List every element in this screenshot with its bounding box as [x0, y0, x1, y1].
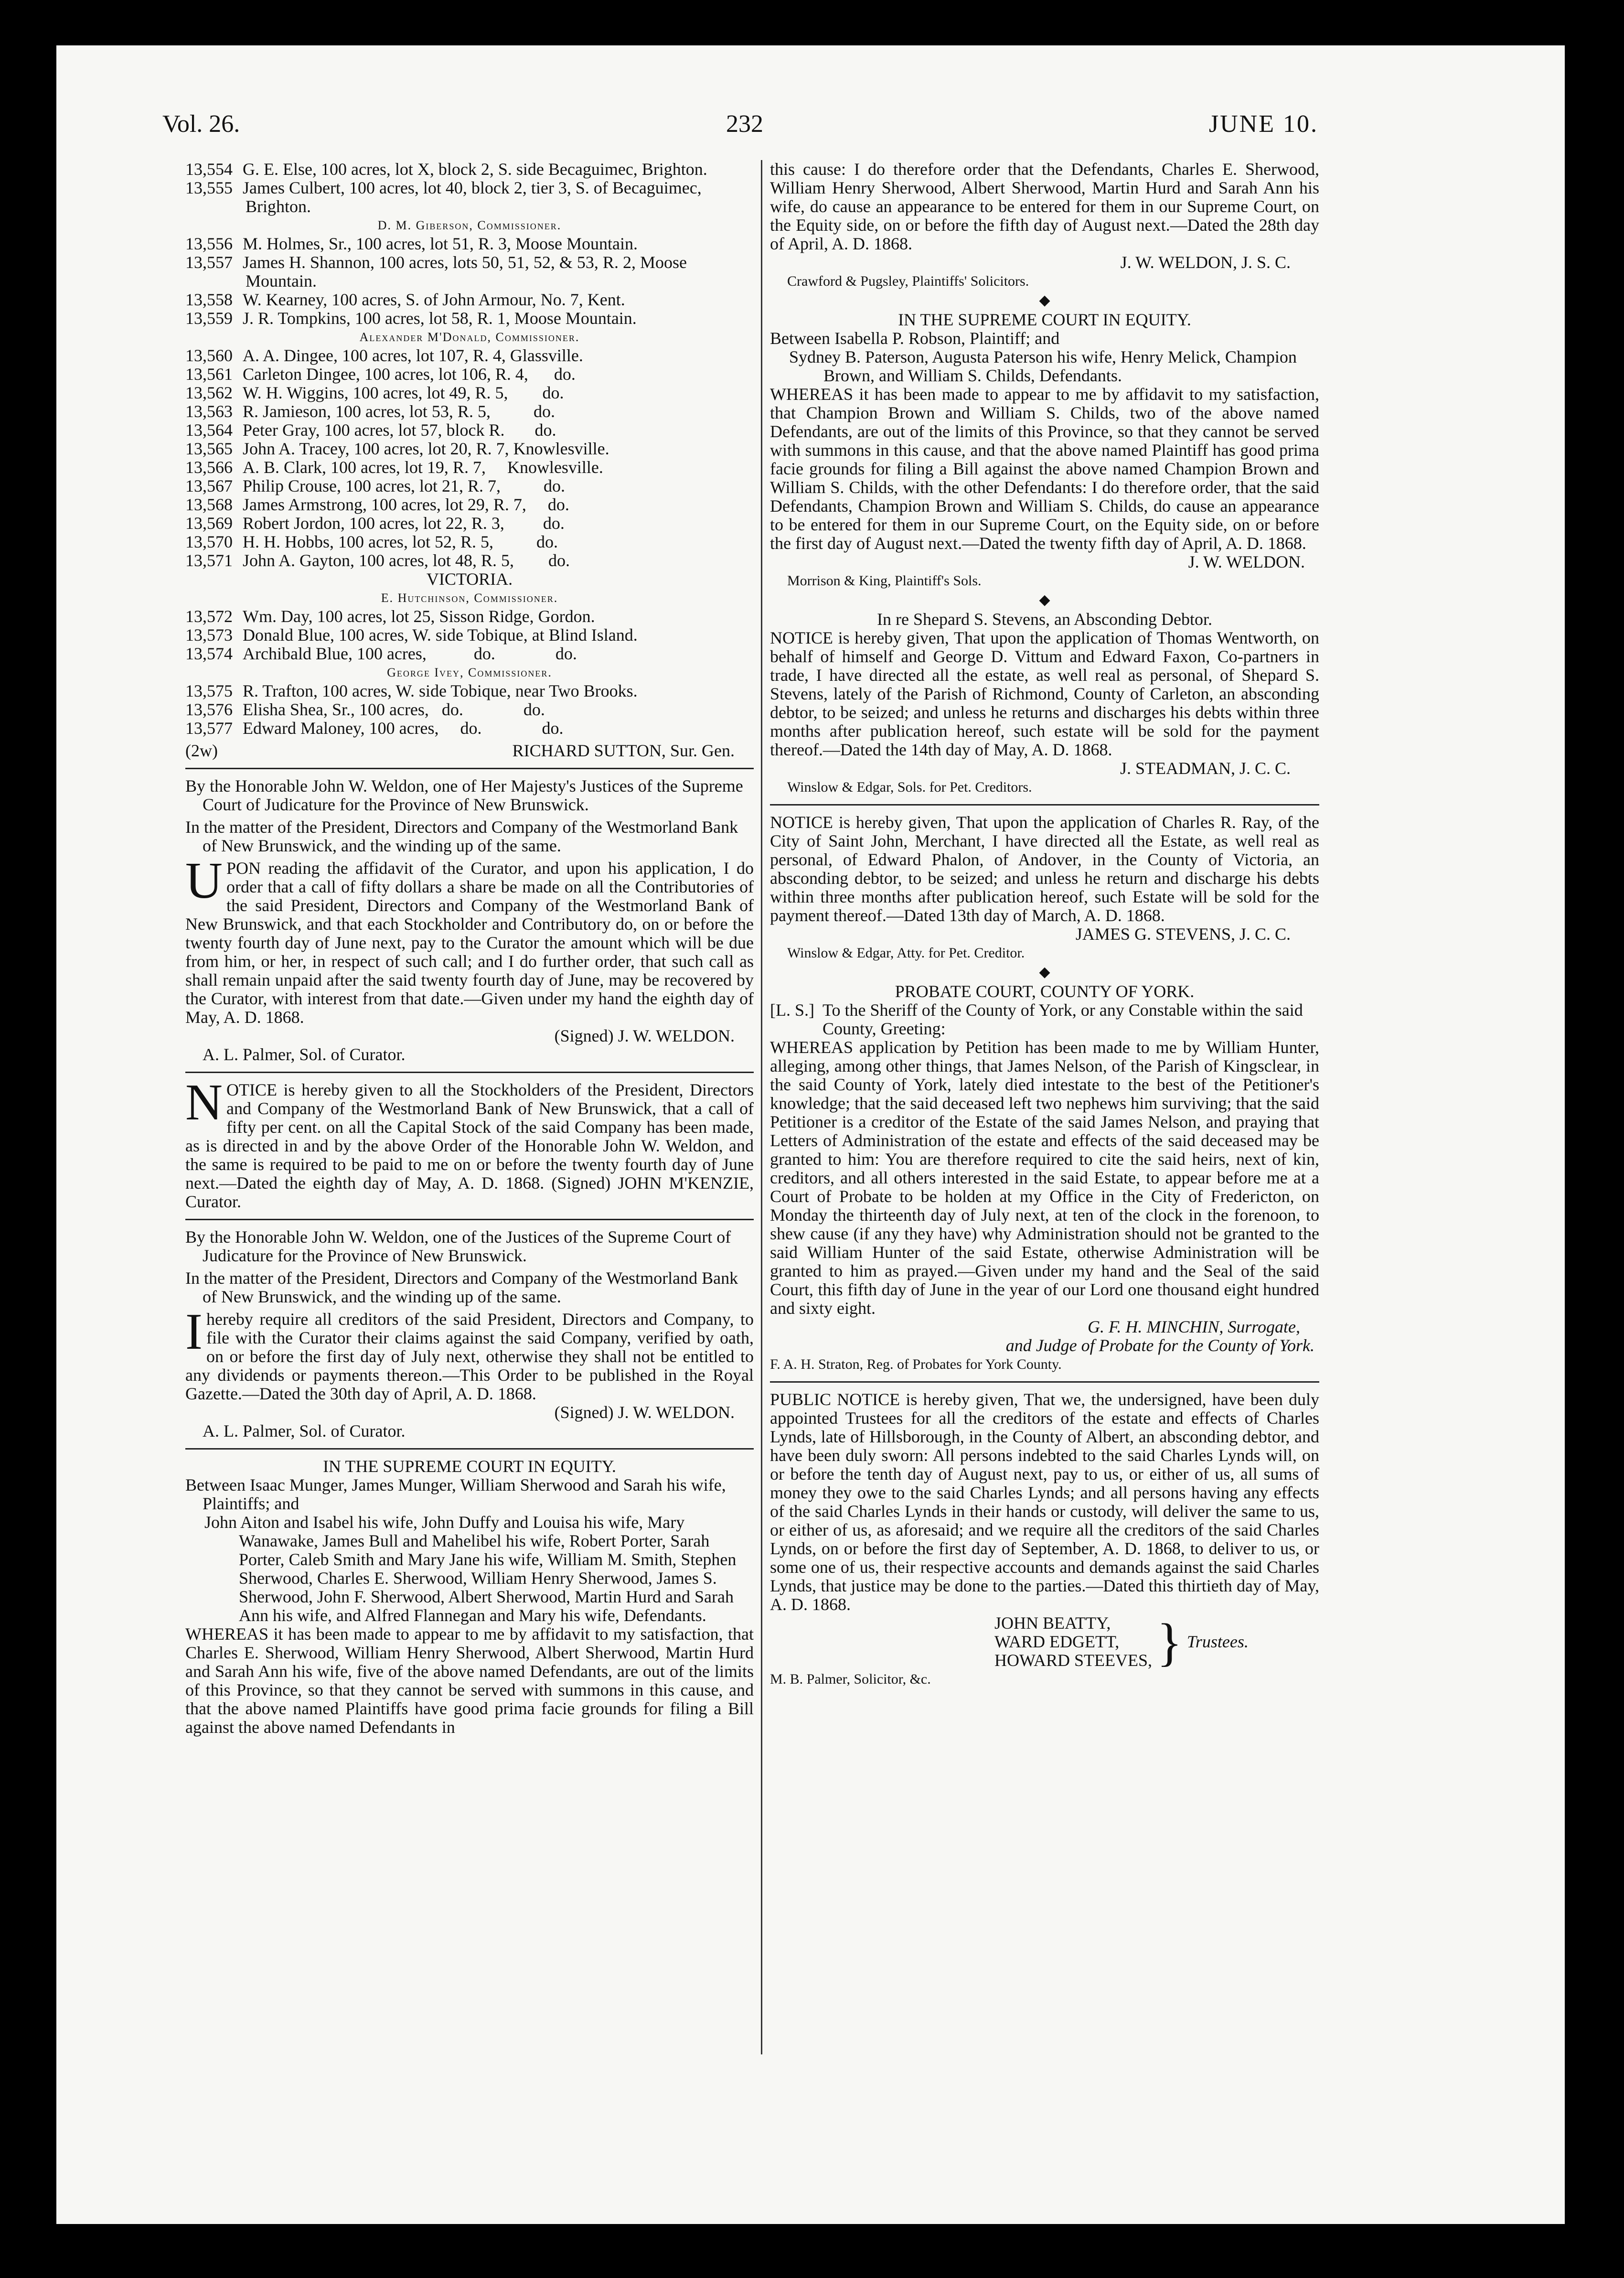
grant-description: Carleton Dingee, 100 acres, lot 106, R. 4, do. — [243, 365, 576, 384]
court-notice-intro: By the Honorable John W. Weldon, one of Her Majesty's Justices of the Supreme Court of Judicature for the Province of New Brunswick. — [185, 776, 743, 814]
section-rule — [770, 1381, 1319, 1383]
equity-plaintiffs: Between Isaac Munger, James Munger, William Sherwood and Sarah his wife, Plaintiffs; and — [185, 1475, 726, 1513]
land-grant-list — [185, 682, 754, 738]
judge-signature: J. W. WELDON, J. S. C. — [1120, 253, 1291, 272]
drop-cap: N — [185, 1074, 223, 1131]
grant-number: 13,573 — [185, 625, 233, 645]
land-grant-entry — [185, 626, 754, 645]
land-grant-entry — [185, 495, 754, 514]
grant-number: 13,559 — [185, 309, 233, 328]
grant-number: 13,555 — [185, 178, 233, 197]
signature: (Signed) J. W. WELDON. — [554, 1026, 735, 1045]
grant-description: M. Holmes, Sr., 100 acres, lot 51, R. 3, Moose Mountain. — [243, 234, 638, 253]
grant-description: A. A. Dingee, 100 acres, lot 107, R. 4, Glassville. — [243, 346, 583, 365]
grant-number: 13,558 — [185, 290, 233, 309]
surrogate-signature: G. F. H. MINCHIN, Surrogate, — [1087, 1317, 1300, 1336]
land-grant-entry — [185, 384, 754, 402]
land-grant-entry — [185, 365, 754, 384]
trustee-name: WARD EDGETT, — [994, 1632, 1120, 1651]
left-column — [185, 160, 754, 1737]
grant-number: 13,568 — [185, 495, 233, 514]
solicitor-line: Winslow & Edgar, Sols. for Pet. Creditors. — [787, 779, 1032, 795]
grant-number: 13,561 — [185, 365, 233, 384]
land-grant-list — [185, 160, 754, 216]
grant-number: 13,570 — [185, 532, 233, 551]
grant-number: 13,565 — [185, 439, 233, 458]
volume-label: Vol. 26. — [162, 110, 240, 138]
probate-body: WHEREAS application by Petition has been made to me by William Hunter, alleging, among other things, that James Nelson, of the Parish of Kingsclear, in the said County of York, lately died intestate to the best of the Petitioner's knowledge; that the said deceased left two nephews him surviving; that the said Petitioner is a creditor of the Estate of the said James Nelson, and praying that Letters of Administration of the estate and effects of the said deceased may be granted to him: You are therefore required to cite the said heirs, next of kin, creditors, and all others interested in the said Estate, to appear before me at a Court of Probate to be holden at my Office in the City of Fredericton, on Monday the thirteenth day of July next, at ten of the clock in the forenoon, to shew cause (if any they have) why Administration should not be granted to the said William Hunter of the said Estate, otherwise Administration will be granted to him as prayed.—Given under my hand and the Seal of the said Court, this fifth day of June in the year of our Lord one thousand eight hundred and sixty eight. — [770, 1038, 1319, 1318]
grant-number: 13,577 — [185, 719, 233, 738]
judge-signature: J. W. WELDON. — [1188, 552, 1305, 571]
land-grant-entry — [185, 421, 754, 440]
grant-description: Donald Blue, 100 acres, W. side Tobique, at Blind Island. — [243, 625, 638, 645]
court-order-body: UPON reading the affidavit of the Curator, and upon his application, I do order that a call of fifty dollars a share be made on all the Contributories of the said President, Directors and Company of the Westmorland Bank of New Brunswick, and that each Stockholder and Contributory do, on or before the twenty fourth day of June next, pay to the Curator the amount which will be due from him, or her, in respect of such call; and I do further order, that such call as shall remain unpaid after the said twenty fourth day of June, may be recovered by the Curator, with interest from that date.—Given under my hand the eighth day of May, A. D. 1868. — [185, 852, 754, 1027]
absconding-notice: NOTICE is hereby given, That upon the application of Charles R. Ray, of the City of Saint John, Merchant, I have directed all the Estate, as well real as personal, of Edward Phalon, of Andover, in the County of Victoria, an absconding debtor, to be seized; and unless he return and discharge his debts within three months after publication hereof, such Estate will be sold for the payment thereof.—Dated 13th day of March, A. D. 1868. — [770, 813, 1319, 925]
court-notice-intro: By the Honorable John W. Weldon, one of the Justices of the Supreme Court of Judicature for the Province of New Brunswick. — [185, 1227, 731, 1265]
land-grant-entry — [185, 533, 754, 551]
section-rule — [185, 1219, 754, 1220]
equity-body: WHEREAS it has been made to appear to me by affidavit to my satisfaction, that Charles E. Sherwood, William Henry Sherwood, Albert Sherwood, Martin Hurd and Sarah Ann his wife, five of the above named Defendants, are out of the limits of this Province, so that they cannot be served with summons in this cause, and that the above named Plaintiffs have good prima facie grounds for filing a Bill against the above named Defendants in — [185, 1624, 754, 1737]
grant-number: 13,554 — [185, 160, 233, 179]
solicitor-line: Morrison & King, Plaintiff's Sols. — [787, 573, 982, 589]
grant-number: 13,572 — [185, 607, 233, 626]
grant-description: Elisha Shea, Sr., 100 acres, do. do. — [243, 700, 545, 719]
land-grant-entry — [185, 253, 754, 290]
land-grant-entry — [185, 402, 754, 421]
absconding-heading: In re Shepard S. Stevens, an Absconding Debtor. — [877, 610, 1212, 629]
grant-description: H. H. Hobbs, 100 acres, lot 52, R. 5, do. — [243, 532, 558, 551]
equity-body-continued: this cause: I do therefore order that the Defendants, Charles E. Sherwood, William Henry Sherwood, Albert Sherwood, Martin Hurd and Sarah Ann his wife, do cause an appearance to be entered for them in our Supreme Court, on the Equity side, on or before the fifth day of August next.—Dated the 28th day of April, A. D. 1868. — [770, 160, 1319, 253]
grant-description: John A. Tracey, 100 acres, lot 20, R. 7, Knowlesville. — [243, 439, 609, 458]
land-grant-entry — [185, 682, 754, 700]
grant-description: A. B. Clark, 100 acres, lot 19, R. 7, Knowlesville. — [243, 458, 603, 477]
grant-description: R. Trafton, 100 acres, W. side Tobique, near Two Brooks. — [243, 681, 638, 700]
trustees-notice: PUBLIC NOTICE is hereby given, That we, the undersigned, have been duly appointed Trustees for all the creditors of the estate and effects of Charles Lynds, late of Hillsborough, in the County of Albert, an absconding debtor, and have been duly sworn: All persons indebted to the said Charles Lynds will, on or before the tenth day of August next, pay to us, or either of us, all sums of money they owe to the said Charles Lynds; and all persons having any effects of the said Charles Lynds in their hands or custody, will deliver the same to us, or either of us, as aforesaid; and we require all the creditors of the said Charles Lynds, on or before the first day of September, A. D. 1868, to deliver to us, or some one of us, their respective accounts and demands against the said Charles Lynds, that justice may be done to the parties.—Dated this thirtieth day of May, A. D. 1868. — [770, 1390, 1319, 1614]
land-grant-entry — [185, 179, 754, 216]
grant-description: G. E. Else, 100 acres, lot X, block 2, S. side Becaguimec, Brighton. — [243, 160, 707, 179]
surveyor-name: RICHARD SUTTON, Sur. Gen. — [512, 741, 735, 760]
grant-number: 13,564 — [185, 420, 233, 440]
trustees-label: Trustees. — [1186, 1632, 1249, 1651]
solicitor-line: A. L. Palmer, Sol. of Curator. — [203, 1421, 406, 1440]
section-rule — [185, 1448, 754, 1450]
stockholder-notice: NOTICE is hereby given to all the Stockholders of the President, Directors and Company of the Westmorland Bank of New Brunswick, that a call of fifty per cent. on all the Capital Stock of the said Company has been made, as is directed in and by the above Order of the Honorable John W. Weldon, and the same is required to be paid to me on or before the twenty fourth day of June next.—Dated the eighth day of May, A. D. 1868. (Signed) JOHN M'KENZIE, Curator. — [185, 1074, 754, 1211]
grant-number: 13,566 — [185, 458, 233, 477]
court-notice-matter: In the matter of the President, Directors and Company of the Westmorland Bank of New Brunswick, and the winding up of the same. — [185, 817, 738, 855]
grant-number: 13,557 — [185, 253, 233, 272]
land-grant-entry — [185, 160, 754, 179]
section-rule — [185, 1072, 754, 1073]
equity-body: WHEREAS it has been made to appear to me by affidavit to my satisfaction, that Champion Brown and William S. Childs, two of the above named Defendants, are out of the limits of this Province, so that they cannot be served with summons in this cause, and that the above named Plaintiff has good prima facie grounds for filing a Bill against the above named Champion Brown and William S. Childs, with the other Defendants: I do therefore order, that the said Defendants, Champion Brown and William S. Childs, do cause an appearance to be entered for them in our Supreme Court, on the Equity side, on or before the first day of August next.—Dated the twenty fifth day of April, A. D. 1868. — [770, 385, 1319, 553]
grant-description: R. Jamieson, 100 acres, lot 53, R. 5, do. — [243, 402, 555, 421]
grant-description: James Culbert, 100 acres, lot 40, block 2, tier 3, S. of Becaguimec, Brighton. — [243, 178, 706, 216]
issue-date: JUNE 10. — [1208, 110, 1318, 138]
land-grant-entry — [185, 645, 754, 663]
grant-description: Philip Crouse, 100 acres, lot 21, R. 7, do. — [243, 476, 565, 495]
grant-number: 13,567 — [185, 476, 233, 495]
county-heading: VICTORIA. — [426, 570, 513, 589]
surrogate-title: and Judge of Probate for the County of York. — [1005, 1336, 1314, 1355]
surveyor-signature — [185, 741, 754, 760]
section-rule — [185, 768, 754, 769]
brace-glyph: } — [1157, 1612, 1182, 1671]
grant-description: Robert Jordon, 100 acres, lot 22, R. 3, do. — [243, 514, 565, 533]
grant-description: James Armstrong, 100 acres, lot 29, R. 7, do. — [243, 495, 569, 514]
grant-description: Archibald Blue, 100 acres, do. do. — [243, 644, 577, 663]
grant-description: Peter Gray, 100 acres, lot 57, block R. do. — [243, 420, 556, 440]
trustee-name: HOWARD STEEVES, — [994, 1651, 1152, 1670]
grant-number: 13,563 — [185, 402, 233, 421]
commissioner-line: D. M. Giberson, Commissioner. — [377, 218, 562, 232]
drop-cap: U — [185, 852, 223, 909]
court-notice-matter: In the matter of the President, Directors and Company of the Westmorland Bank of New Brunswick, and the winding up of the same. — [185, 1268, 738, 1306]
grant-description: W. Kearney, 100 acres, S. of John Armour, No. 7, Kent. — [243, 290, 625, 309]
ornament-divider: ◆ — [1039, 292, 1050, 308]
grant-description: John A. Gayton, 100 acres, lot 48, R. 5, do. — [243, 551, 570, 570]
solicitor-line: A. L. Palmer, Sol. of Curator. — [203, 1045, 406, 1064]
absconding-notice: NOTICE is hereby given, That upon the application of Thomas Wentworth, on behalf of himself and George D. Vittum and Edward Faxon, Co-partners in trade, I have directed all the estate, as well real as personal, of Shepard S. Stevens, lately of the Parish of Richmond, County of Carleton, an absconding debtor, to be seized; and unless he returns and discharges his debts within three months after publication hereof, such estate will be sold for the payment thereof.—Dated the 14th day of May, A. D. 1868. — [770, 628, 1319, 759]
registrar-line: F. A. H. Straton, Reg. of Probates for York County. — [770, 1356, 1062, 1372]
land-grant-entry — [185, 477, 754, 495]
grant-description: J. R. Tompkins, 100 acres, lot 58, R. 1, Moose Mountain. — [243, 309, 637, 328]
grant-number: 13,562 — [185, 383, 233, 402]
judge-signature: JAMES G. STEVENS, J. C. C. — [1075, 924, 1291, 944]
creditors-order: Ihereby require all creditors of the said President, Directors and Company, to file with the Curator their claims against the said Company, verified by oath, on or before the first day of July next, otherwise they shall not be entitled to any dividends or payments thereon.—This Order to be published in the Royal Gazette.—Dated the 30th day of April, A. D. 1868. — [185, 1303, 754, 1403]
grant-number: 13,576 — [185, 700, 233, 719]
equity-plaintiffs: Between Isabella P. Robson, Plaintiff; and — [770, 329, 1060, 348]
section-rule — [770, 804, 1319, 806]
grant-number: 13,574 — [185, 644, 233, 663]
land-grant-list — [185, 235, 754, 328]
equity-defendants: John Aiton and Isabel his wife, John Duffy and Louisa his wife, Mary Wanawake, James Bull and Mahelibel his wife, Robert Porter, Sarah Porter, Caleb Smith and Mary Jane his wife, William M. Smith, Stephen Sherwood, Charles E. Sherwood, William Henry Sherwood, James S. Sherwood, John F. Sherwood, Albert Sherwood, Martin Hurd and Sarah Ann his wife, and Alfred Flannegan and Mary his wife, Defendants. — [204, 1513, 737, 1625]
grant-number: 13,571 — [185, 551, 233, 570]
judge-signature: J. STEADMAN, J. C. C. — [1120, 759, 1291, 778]
seal-mark: [L. S.] — [770, 1000, 814, 1020]
probate-heading: PROBATE COURT, COUNTY OF YORK. — [895, 982, 1195, 1001]
land-grant-entry — [185, 440, 754, 458]
land-grant-entry — [185, 235, 754, 253]
page-number: 232 — [726, 110, 763, 138]
land-grant-list — [185, 607, 754, 663]
land-grant-entry — [185, 346, 754, 365]
drop-cap: I — [185, 1303, 203, 1360]
grant-number: 13,575 — [185, 681, 233, 700]
land-grant-entry — [185, 700, 754, 719]
grant-number: 13,556 — [185, 234, 233, 253]
probate-address: [L. S.] To the Sheriff of the County of York, or any Constable within the said County, Greeting: — [770, 1000, 1303, 1038]
grant-description: Wm. Day, 100 acres, lot 25, Sisson Ridge, Gordon. — [243, 607, 595, 626]
grant-description: James H. Shannon, 100 acres, lots 50, 51, 52, & 53, R. 2, Moose Mountain. — [243, 253, 691, 290]
land-grant-entry — [185, 290, 754, 309]
solicitor-line: Winslow & Edgar, Atty. for Pet. Creditor. — [787, 945, 1025, 961]
land-grant-entry — [185, 514, 754, 533]
solicitor-line: M. B. Palmer, Solicitor, &c. — [770, 1671, 931, 1687]
land-grant-entry — [185, 458, 754, 477]
grant-number: 13,569 — [185, 514, 233, 533]
trustees-signature — [994, 1614, 1319, 1670]
page-header — [162, 110, 1318, 143]
ornament-divider: ◆ — [1039, 592, 1050, 608]
solicitor-line: Crawford & Pugsley, Plaintiffs' Solicitors. — [787, 273, 1029, 289]
grant-description: Edward Maloney, 100 acres, do. do. — [243, 719, 564, 738]
trustee-name: JOHN BEATTY, — [994, 1613, 1111, 1633]
land-grant-list — [185, 346, 754, 570]
trustee-names — [994, 1614, 1152, 1670]
equity-heading: IN THE SUPREME COURT IN EQUITY. — [323, 1457, 616, 1476]
right-column — [770, 160, 1319, 1688]
column-divider — [761, 160, 762, 2054]
commissioner-line: E. Hutchinson, Commissioner. — [381, 591, 558, 605]
land-grant-entry — [185, 719, 754, 738]
grant-description: W. H. Wiggins, 100 acres, lot 49, R. 5, do. — [243, 383, 564, 402]
equity-defendants: Sydney B. Paterson, Augusta Paterson his wife, Henry Melick, Champion Brown, and William S. Childs, Defendants. — [789, 347, 1297, 385]
signature: (Signed) J. W. WELDON. — [554, 1403, 735, 1422]
commissioner-line: George Ivey, Commissioner. — [387, 666, 552, 679]
insertion-mark: (2w) — [185, 741, 218, 760]
ornament-divider: ◆ — [1039, 964, 1050, 980]
equity-heading: IN THE SUPREME COURT IN EQUITY. — [898, 310, 1191, 329]
commissioner-line: Alexander M'Donald, Commissioner. — [359, 330, 580, 344]
land-grant-entry — [185, 309, 754, 328]
grant-number: 13,560 — [185, 346, 233, 365]
land-grant-entry — [185, 551, 754, 570]
land-grant-entry — [185, 607, 754, 626]
